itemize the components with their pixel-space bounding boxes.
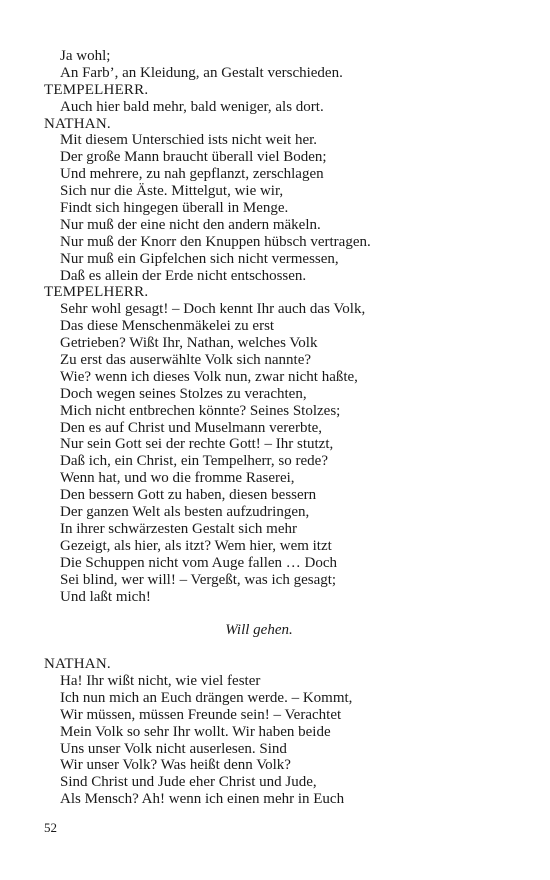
verse-line: Gezeigt, als hier, als itzt? Wem hier, wem itzt [60,537,332,554]
verse-line: Der große Mann braucht überall viel Boden; [60,149,327,166]
verse-line: Sehr wohl gesagt! – Doch kennt Ihr auch das Volk, [60,301,366,318]
speaker-name: NATHAN. [44,115,111,132]
verse-line: Sind Christ und Jude eher Christ und Jude, [60,774,317,791]
verse-line: Sich nur die Äste. Mittelgut, wie wir, [60,183,284,200]
speaker-name: TEMPELHERR. [44,284,149,301]
verse-line: Uns unser Volk nicht auserlesen. Sind [60,740,287,757]
verse-line: Den es auf Christ und Muselmann vererbte, [60,419,323,436]
stage-direction: Will gehen. [225,622,293,639]
verse-line: Nur sein Gott sei der rechte Gott! – Ihr stutzt, [60,436,334,453]
verse-line: Und laßt mich! [60,588,151,605]
dialogue-text [44,48,514,808]
verse-line: Ich nun mich an Euch drängen werde. – Kommt, [60,689,353,706]
verse-line: In ihrer schwärzesten Gestalt sich mehr [60,520,297,537]
speaker-name: TEMPELHERR. [44,81,149,98]
verse-line: Den bessern Gott zu haben, diesen bessern [60,487,317,504]
verse-line: Und mehrere, zu nah gepflanzt, zerschlagen [60,166,324,183]
verse-line: Wenn hat, und wo die fromme Raserei, [60,470,295,487]
verse-line: Daß ich, ein Christ, ein Tempelherr, so rede? [60,453,328,470]
verse-line: Doch wegen seines Stolzes zu verachten, [60,385,307,402]
verse-line: Mich nicht entbrechen könnte? Seines Stolzes; [60,402,341,419]
verse-line: Nur muß der eine nicht den andern mäkeln. [60,216,321,233]
verse-line: Sei blind, wer will! – Vergeßt, was ich gesagt; [60,571,337,588]
speaker-name: NATHAN. [44,656,111,673]
verse-line: Wir unser Volk? Was heißt denn Volk? [60,757,291,774]
verse-line: Auch hier bald mehr, bald weniger, als dort. [60,98,324,115]
verse-line: Daß es allein der Erde nicht entschossen. [60,267,307,284]
verse-line: Die Schuppen nicht vom Auge fallen … Doch [60,554,338,571]
verse-line: Ja wohl; [60,48,111,64]
blank-line [44,639,514,656]
verse-line: Mit diesem Unterschied ists nicht weit her. [60,132,318,149]
verse-line: Als Mensch? Ah! wenn ich einen mehr in Euch [60,791,345,808]
verse-line: Getrieben? Wißt Ihr, Nathan, welches Volk [60,335,318,352]
verse-line: Zu erst das auserwählte Volk sich nannte? [60,352,312,369]
page-number: 52 [44,820,57,835]
verse-line: Nur muß der Knorr den Knuppen hübsch vertragen. [60,233,371,250]
verse-line: Der ganzen Welt als besten aufzudringen, [60,504,310,521]
verse-line: Findt sich hingegen überall in Menge. [60,200,289,217]
verse-line: Wir müssen, müssen Freunde sein! – Verachtet [60,706,342,723]
blank-line [44,605,514,622]
verse-line: Mein Volk so sehr Ihr wollt. Wir haben beide [60,723,331,740]
verse-line: Wie? wenn ich dieses Volk nun, zwar nicht haßte, [60,368,358,385]
verse-line: Nur muß ein Gipfelchen sich nicht vermessen, [60,250,339,267]
verse-line: An Farb’, an Kleidung, an Gestalt verschieden. [60,64,343,81]
verse-line: Das diese Menschenmäkelei zu erst [60,318,275,335]
verse-line: Ha! Ihr wißt nicht, wie viel fester [60,672,261,689]
